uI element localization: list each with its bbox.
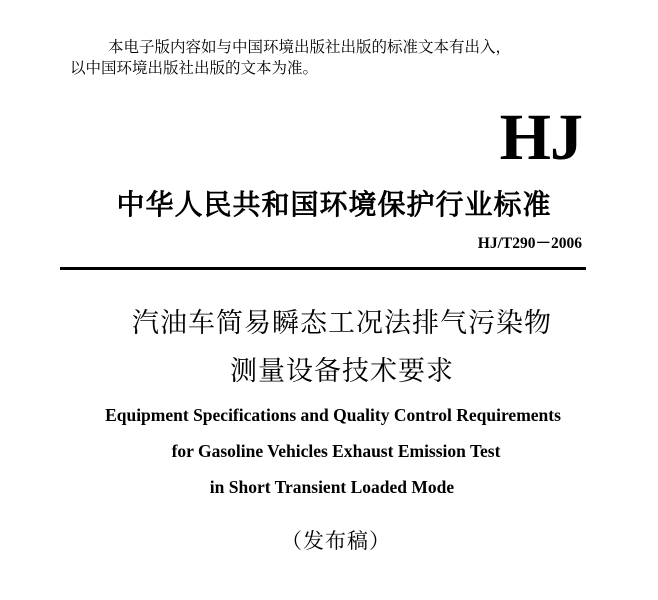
- header-divider-rule: [60, 267, 586, 270]
- english-title-line-2: for Gasoline Vehicles Exhaust Emission Test: [171, 441, 501, 461]
- standard-category-title: 中华人民共和国环境保护行业标准: [116, 188, 552, 221]
- draft-status-label: （发布稿）: [281, 529, 391, 553]
- hj-standard-mark: HJ: [499, 101, 582, 174]
- standard-number: HJ/T290－2006: [477, 235, 582, 252]
- english-title-line-1: Equipment Specifications and Quality Control Requirements: [105, 405, 561, 425]
- chinese-title-line-1: 汽油车简易瞬态工况法排气污染物: [132, 308, 552, 339]
- english-title-line-3: in Short Transient Loaded Mode: [209, 477, 455, 497]
- chinese-title-line-2: 测量设备技术要求: [230, 356, 454, 387]
- disclaimer-line-2: 以中国环境出版社出版的文本为准。: [70, 59, 319, 77]
- disclaimer-line-1: 本电子版内容如与中国环境出版社出版的标准文本有出入，: [108, 38, 512, 56]
